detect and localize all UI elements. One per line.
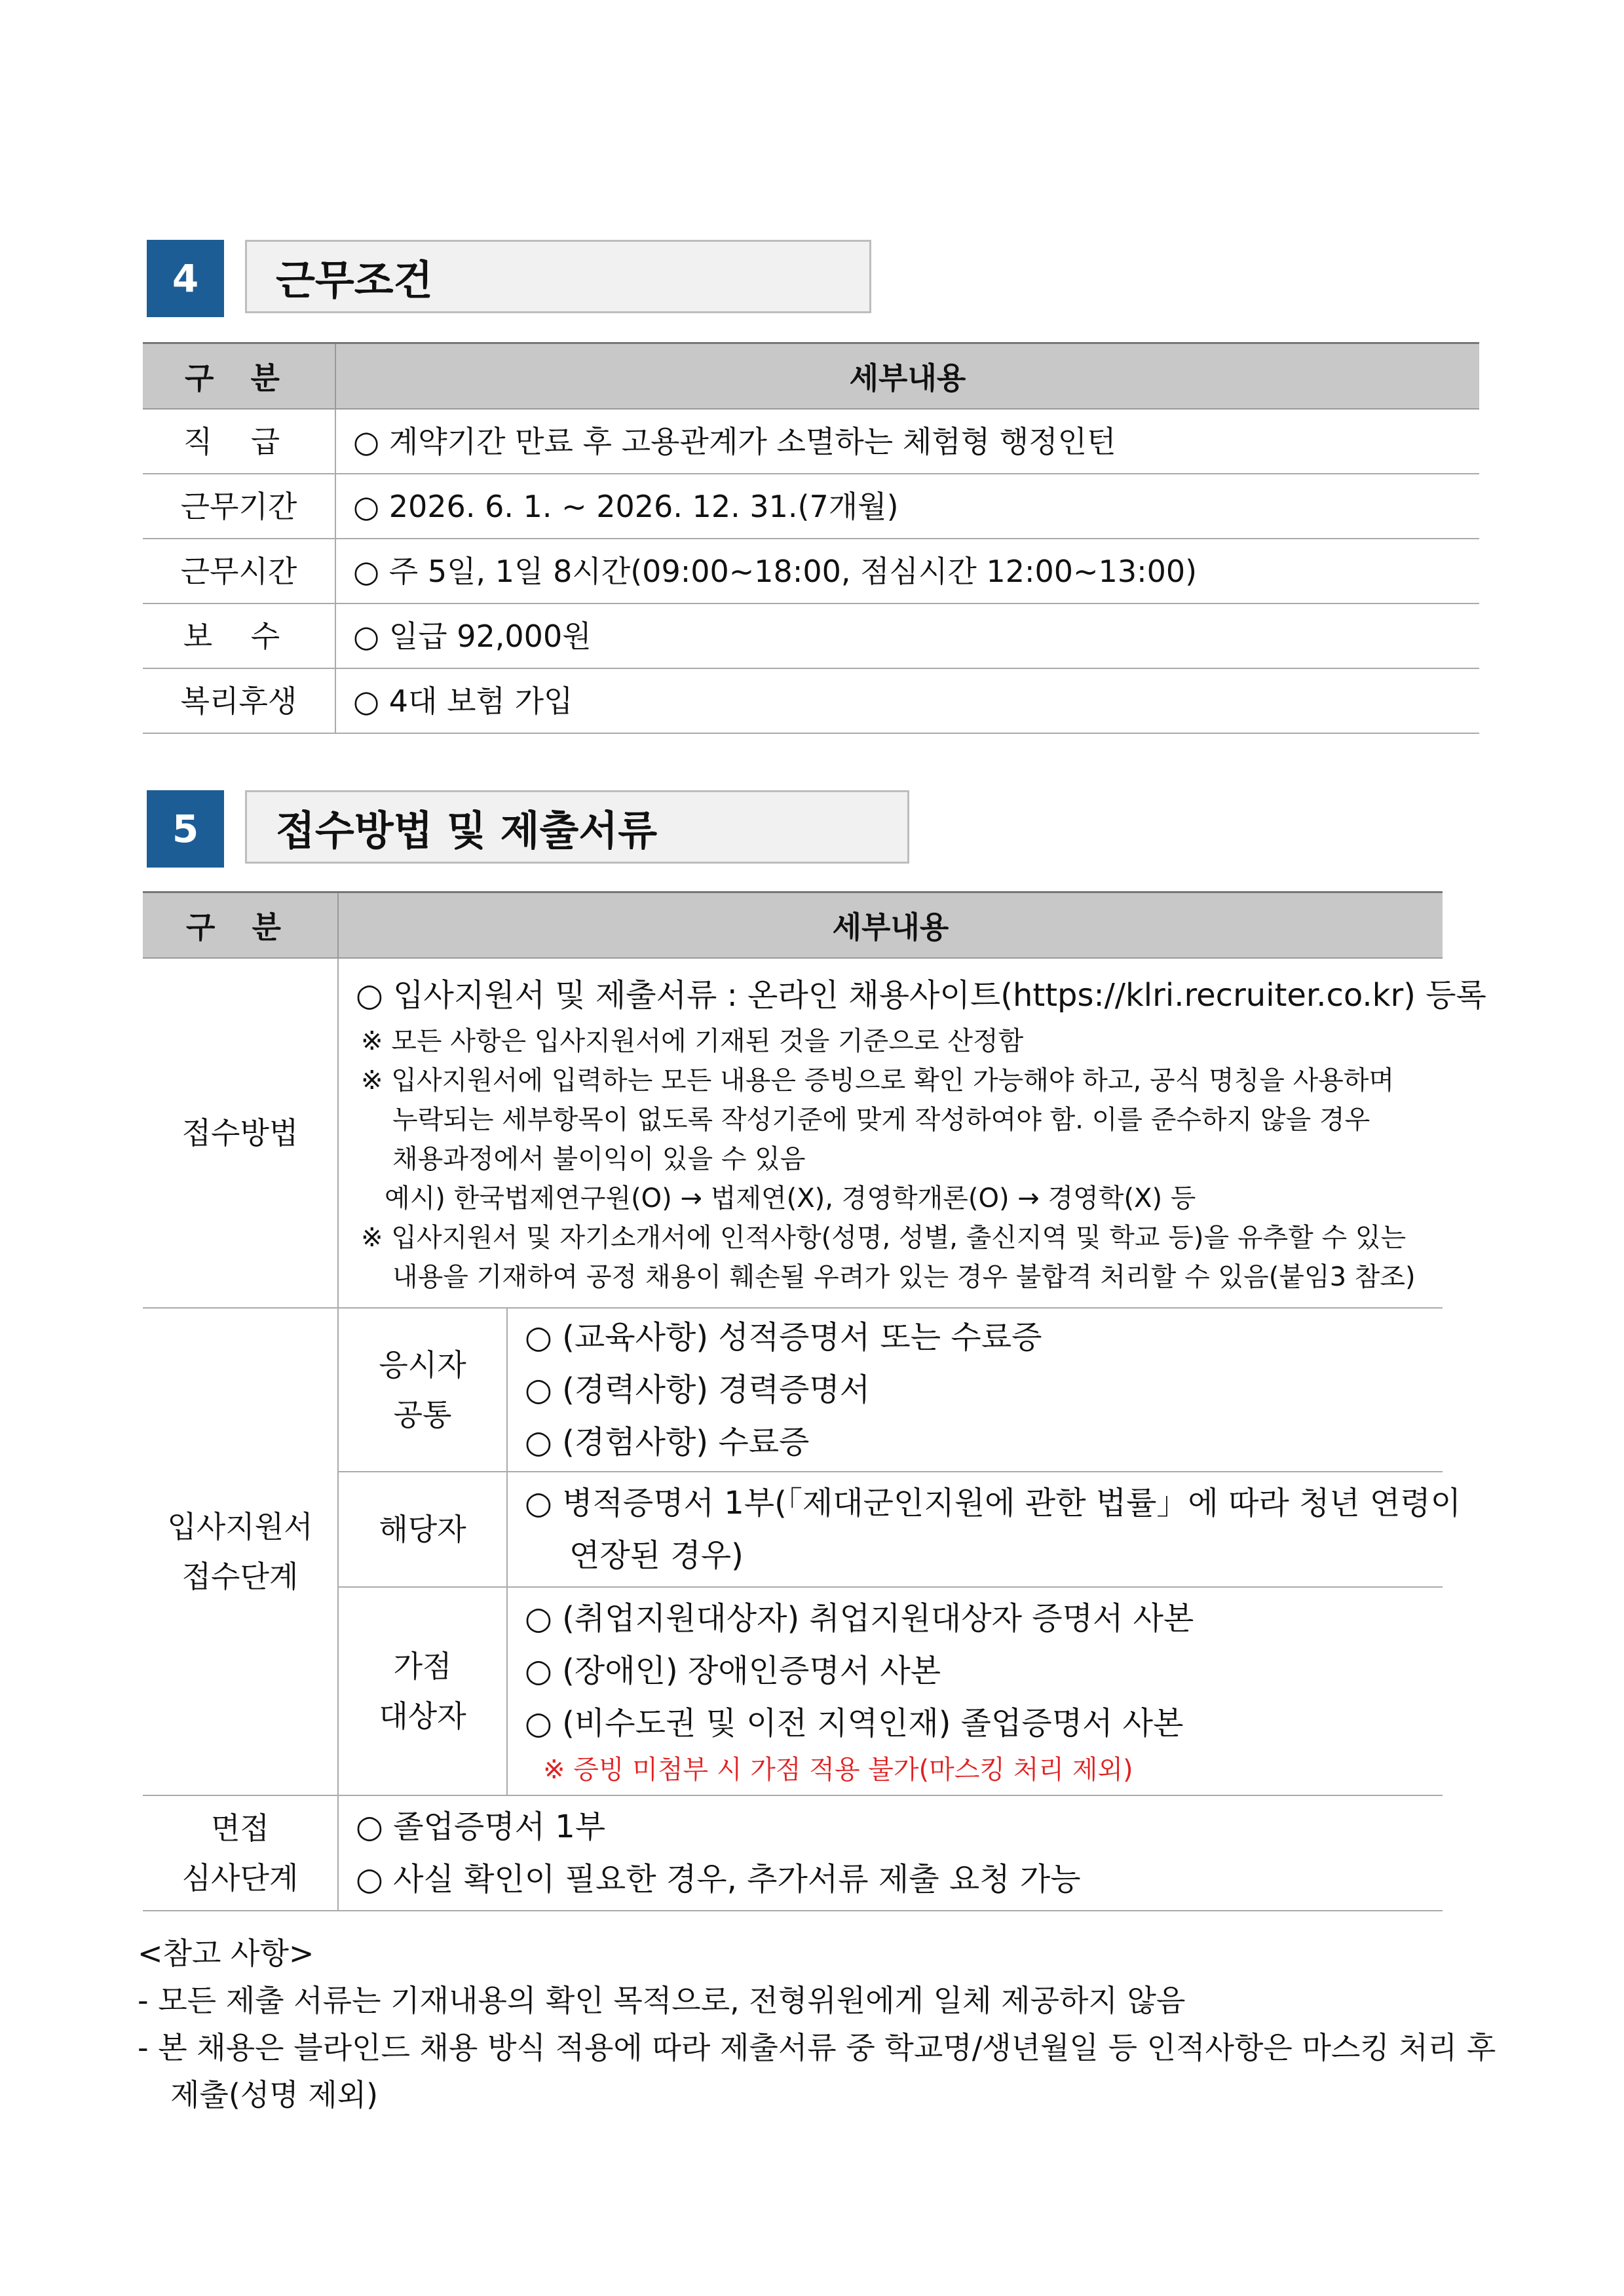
note-text: ※ 입사지원서 및 자기소개서에 인적사항(성명, 성별, 출신지역 및 학교 등)을 유추할 수 있는 xyxy=(361,1223,1407,1253)
section-title: 접수방법 및 제출서류 xyxy=(245,790,909,864)
row-label: 근무기간 xyxy=(143,474,335,539)
list-item: ○ (장애인) 장애인증명서 사본 xyxy=(525,1653,941,1689)
list-item: ○ (교육사항) 성적증명서 또는 수료증 xyxy=(525,1319,1042,1356)
table-row xyxy=(143,474,1479,539)
reference-item: - 본 채용은 블라인드 채용 방식 적용에 따라 제출서류 중 학교명/생년월일 등 인적사항은 마스킹 처리 후 xyxy=(138,2030,1496,2065)
label-line: 면접 xyxy=(211,1810,269,1846)
row-content: ○ 4대 보험 가입 xyxy=(335,668,1479,733)
row-content xyxy=(338,958,1486,1308)
note-text: ※ 입사지원서에 입력하는 모든 내용은 증빙으로 확인 가능해야 하고, 공식 명칭을 사용하며 xyxy=(361,1065,1395,1096)
reference-item-continued: 제출(성명 제외) xyxy=(170,2077,379,2113)
sub-content-common xyxy=(507,1308,1443,1472)
table-row-bonus xyxy=(143,1587,1443,1795)
label-line: 접수단계 xyxy=(181,1559,299,1594)
note-text: ※ 모든 사항은 입사지원서에 기재된 것을 기준으로 산정함 xyxy=(361,1026,1024,1056)
list-item: ○ (경력사항) 경력증명서 xyxy=(525,1371,871,1408)
sub-content-bonus xyxy=(507,1587,1443,1795)
header-category: 구 분 xyxy=(143,892,338,959)
section-title: 근무조건 xyxy=(245,240,871,313)
row-content-interview xyxy=(338,1795,1443,1911)
label-line: 대상자 xyxy=(379,1698,466,1734)
list-item-continued: 연장된 경우) xyxy=(569,1537,744,1574)
sub-content-applicable xyxy=(507,1472,1462,1587)
list-item: ○ 병적증명서 1부(「제대군인지원에 관한 법률」에 따라 청년 연령이 xyxy=(525,1485,1462,1521)
reference-title: <참고 사항> xyxy=(138,1936,314,1971)
warning-text: ※ 증빙 미첨부 시 가점 적용 불가(마스킹 처리 제외) xyxy=(543,1755,1133,1785)
reference-item: - 모든 제출 서류는 기재내용의 확인 목적으로, 전형위원에게 일체 제공하지 않음 xyxy=(138,1983,1186,2018)
list-item: ○ (비수도권 및 이전 지역인재) 졸업증명서 사본 xyxy=(525,1705,1184,1742)
header-details: 세부내용 xyxy=(335,343,1479,410)
row-label: 보 수 xyxy=(143,603,335,668)
submission-table xyxy=(143,891,1486,1911)
row-label-interview xyxy=(143,1795,338,1911)
table-row-applicable xyxy=(143,1472,1443,1587)
list-item: ○ (취업지원대상자) 취업지원대상자 증명서 사본 xyxy=(525,1600,1194,1637)
table-row xyxy=(143,409,1479,474)
table-header-row xyxy=(143,892,1443,959)
section-number: 4 xyxy=(147,240,224,317)
row-label: 접수방법 xyxy=(143,958,338,1308)
list-item: ○ 졸업증명서 1부 xyxy=(356,1808,606,1845)
label-line: 응시자 xyxy=(379,1347,466,1383)
sub-label-common xyxy=(338,1308,507,1472)
row-content: ○ 2026. 6. 1. ~ 2026. 12. 31.(7개월) xyxy=(335,474,1479,539)
list-item: ○ 사실 확인이 필요한 경우, 추가서류 제출 요청 가능 xyxy=(356,1861,1081,1898)
note-text: 채용과정에서 불이익이 있을 수 있음 xyxy=(392,1144,806,1174)
label-line: 공통 xyxy=(393,1397,452,1432)
table-row-receipt-method xyxy=(143,958,1443,1308)
label-line: 입사지원서 xyxy=(167,1509,313,1544)
label-line: 가점 xyxy=(393,1649,452,1684)
table-row xyxy=(143,539,1479,603)
row-content: ○ 주 5일, 1일 8시간(09:00~18:00, 점심시간 12:00~13:00) xyxy=(335,539,1479,603)
table-row xyxy=(143,603,1479,668)
header-category: 구 분 xyxy=(143,343,335,410)
receipt-main-text: ○ 입사지원서 및 제출서류 : 온라인 채용사이트(https://klri.recruiter.co.kr) 등록 xyxy=(356,977,1486,1014)
row-label-application xyxy=(143,1308,338,1795)
working-conditions-table xyxy=(143,342,1479,734)
header-details: 세부내용 xyxy=(338,892,1443,959)
table-row xyxy=(143,668,1479,733)
section-number: 5 xyxy=(147,790,224,868)
note-text: 누락되는 세부항목이 없도록 작성기준에 맞게 작성하여야 함. 이를 준수하지 않을 경우 xyxy=(392,1105,1370,1135)
list-item: ○ (경험사항) 수료증 xyxy=(525,1424,810,1461)
table-row-common xyxy=(143,1308,1443,1472)
sub-label-bonus xyxy=(338,1587,507,1795)
table-row-interview xyxy=(143,1795,1443,1911)
sub-label-applicable: 해당자 xyxy=(338,1472,507,1587)
label-line: 심사단계 xyxy=(181,1860,299,1896)
row-content: ○ 일급 92,000원 xyxy=(335,603,1479,668)
table-header-row xyxy=(143,343,1479,410)
row-label: 복리후생 xyxy=(143,668,335,733)
row-content: ○ 계약기간 만료 후 고용관계가 소멸하는 체험형 행정인턴 xyxy=(335,409,1479,474)
row-label: 직 급 xyxy=(143,409,335,474)
note-text: 내용을 기재하여 공정 채용이 훼손될 우려가 있는 경우 불합격 처리할 수 있음(붙임3 참조) xyxy=(392,1262,1416,1292)
row-label: 근무시간 xyxy=(143,539,335,603)
note-example: 예시) 한국법제연구원(O) → 법제연(X), 경영학개론(O) → 경영학(X) 등 xyxy=(385,1183,1196,1214)
